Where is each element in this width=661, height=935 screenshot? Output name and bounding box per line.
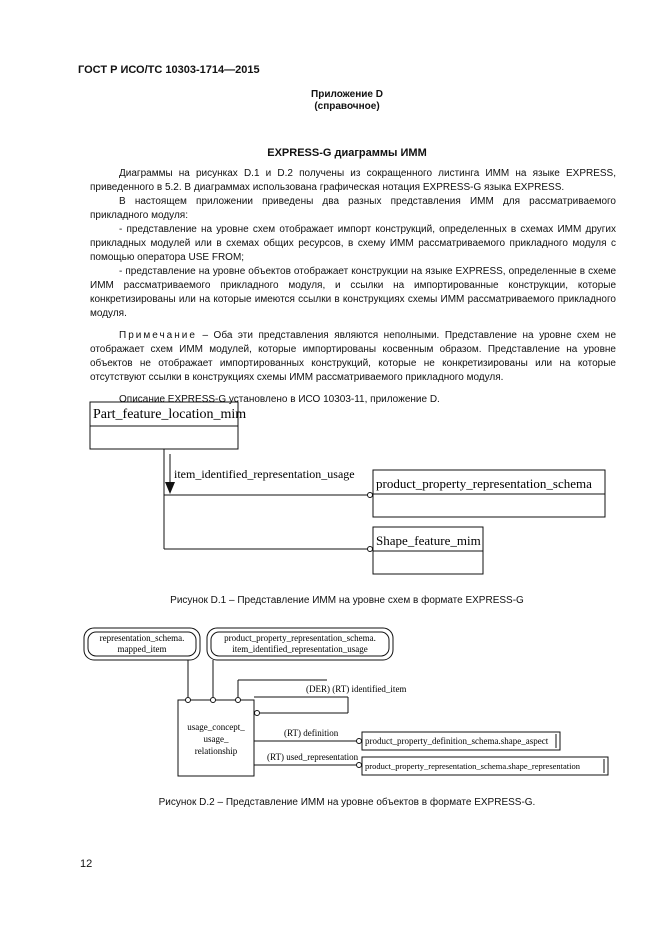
page-number: 12: [80, 858, 93, 870]
entity-line3: relationship: [194, 746, 238, 756]
fig1-box-main-label: Part_feature_location_mim: [93, 407, 247, 422]
paragraph-1: Диаграммы на рисунках D.1 и D.2 получены из сокращенного листинга ИММ на языке EXPRESS, приведенного в 5.2. В диаграммах использована графическая нотация EXPRESS-G языка EXPRESS.: [90, 168, 616, 193]
fig1-box-ppr-label: product_property_representation_schema: [376, 476, 592, 491]
target-shape-aspect-label: product_property_definition_schema.shape_aspect: [365, 736, 549, 746]
entity-line2: usage_: [203, 734, 229, 744]
ref2-line2: item_identified_representation_usage: [232, 644, 368, 654]
paragraph-5: Описание EXPRESS-G установлено в ИСО 10303-11, приложение D.: [119, 394, 440, 405]
entity-line1: usage_concept_: [187, 722, 245, 732]
standard-header: ГОСТ Р ИСО/ТС 10303-1714—2015: [78, 64, 260, 76]
paragraph-3: - представление на уровне схем отображает импорт конструкций, определенных в схемах ИММ других прикладных модулей или в схемах общих ресурсов, в схему ИММ рассматриваемого прикладного модуля с помощью оператора USE FROM;: [90, 224, 616, 263]
fig1-box-shape-label: Shape_feature_mim: [376, 533, 481, 548]
usage-arrow-icon: [165, 482, 175, 494]
figure2-caption: Рисунок D.2 – Представление ИММ на уровне объектов в формате EXPRESS-G.: [158, 797, 536, 808]
note-text: Оба эти представления являются неполными. Представление на уровне схем не отображает схем ИММ модулей, которые импортированы косвенным образом. Представление на уровне объектов не отображает импортированных конструкций, которые не конкретизированы или на которые отсутствуют ссылки в конструкциях схемы ИММ рассматриваемого прикладного модуля.: [90, 330, 617, 383]
ref1-line2: mapped_item: [117, 644, 167, 654]
attr-identified-item: (DER) (RT) identified_item: [306, 684, 407, 694]
attr-used-representation: (RT) used_representation: [267, 752, 359, 762]
paragraph-2: В настоящем приложении приведены два разных представления ИММ для рассматриваемого прикладного модуля:: [90, 196, 616, 221]
paragraph-4: - представление на уровне объектов отображает конструкции на языке EXPRESS, определенные в схеме ИММ рассматриваемого прикладного модуля, и ссылки на импортированные конструкции, которые конкретизированы или на которые имеются ссылки в конструкциях схемы ИММ рассматриваемого прикладного модуля.: [90, 266, 616, 319]
section-title: EXPRESS-G диаграммы ИММ: [267, 147, 427, 159]
ref1-line1: representation_schema.: [99, 633, 185, 643]
figure1-caption: Рисунок D.1 – Представление ИММ на уровне схем в формате EXPRESS-G: [170, 595, 524, 606]
note-label: Примечание: [119, 330, 197, 341]
attr-definition: (RT) definition: [284, 728, 339, 738]
note-dash: –: [202, 330, 208, 341]
appendix-label: Приложение D: [311, 89, 383, 100]
ref2-line1: product_property_representation_schema.: [224, 633, 376, 643]
target-shape-representation-label: product_property_representation_schema.shape_representation: [365, 761, 581, 771]
fig1-relation-label: item_identified_representation_usage: [174, 467, 355, 481]
appendix-type: (справочное): [314, 101, 380, 112]
